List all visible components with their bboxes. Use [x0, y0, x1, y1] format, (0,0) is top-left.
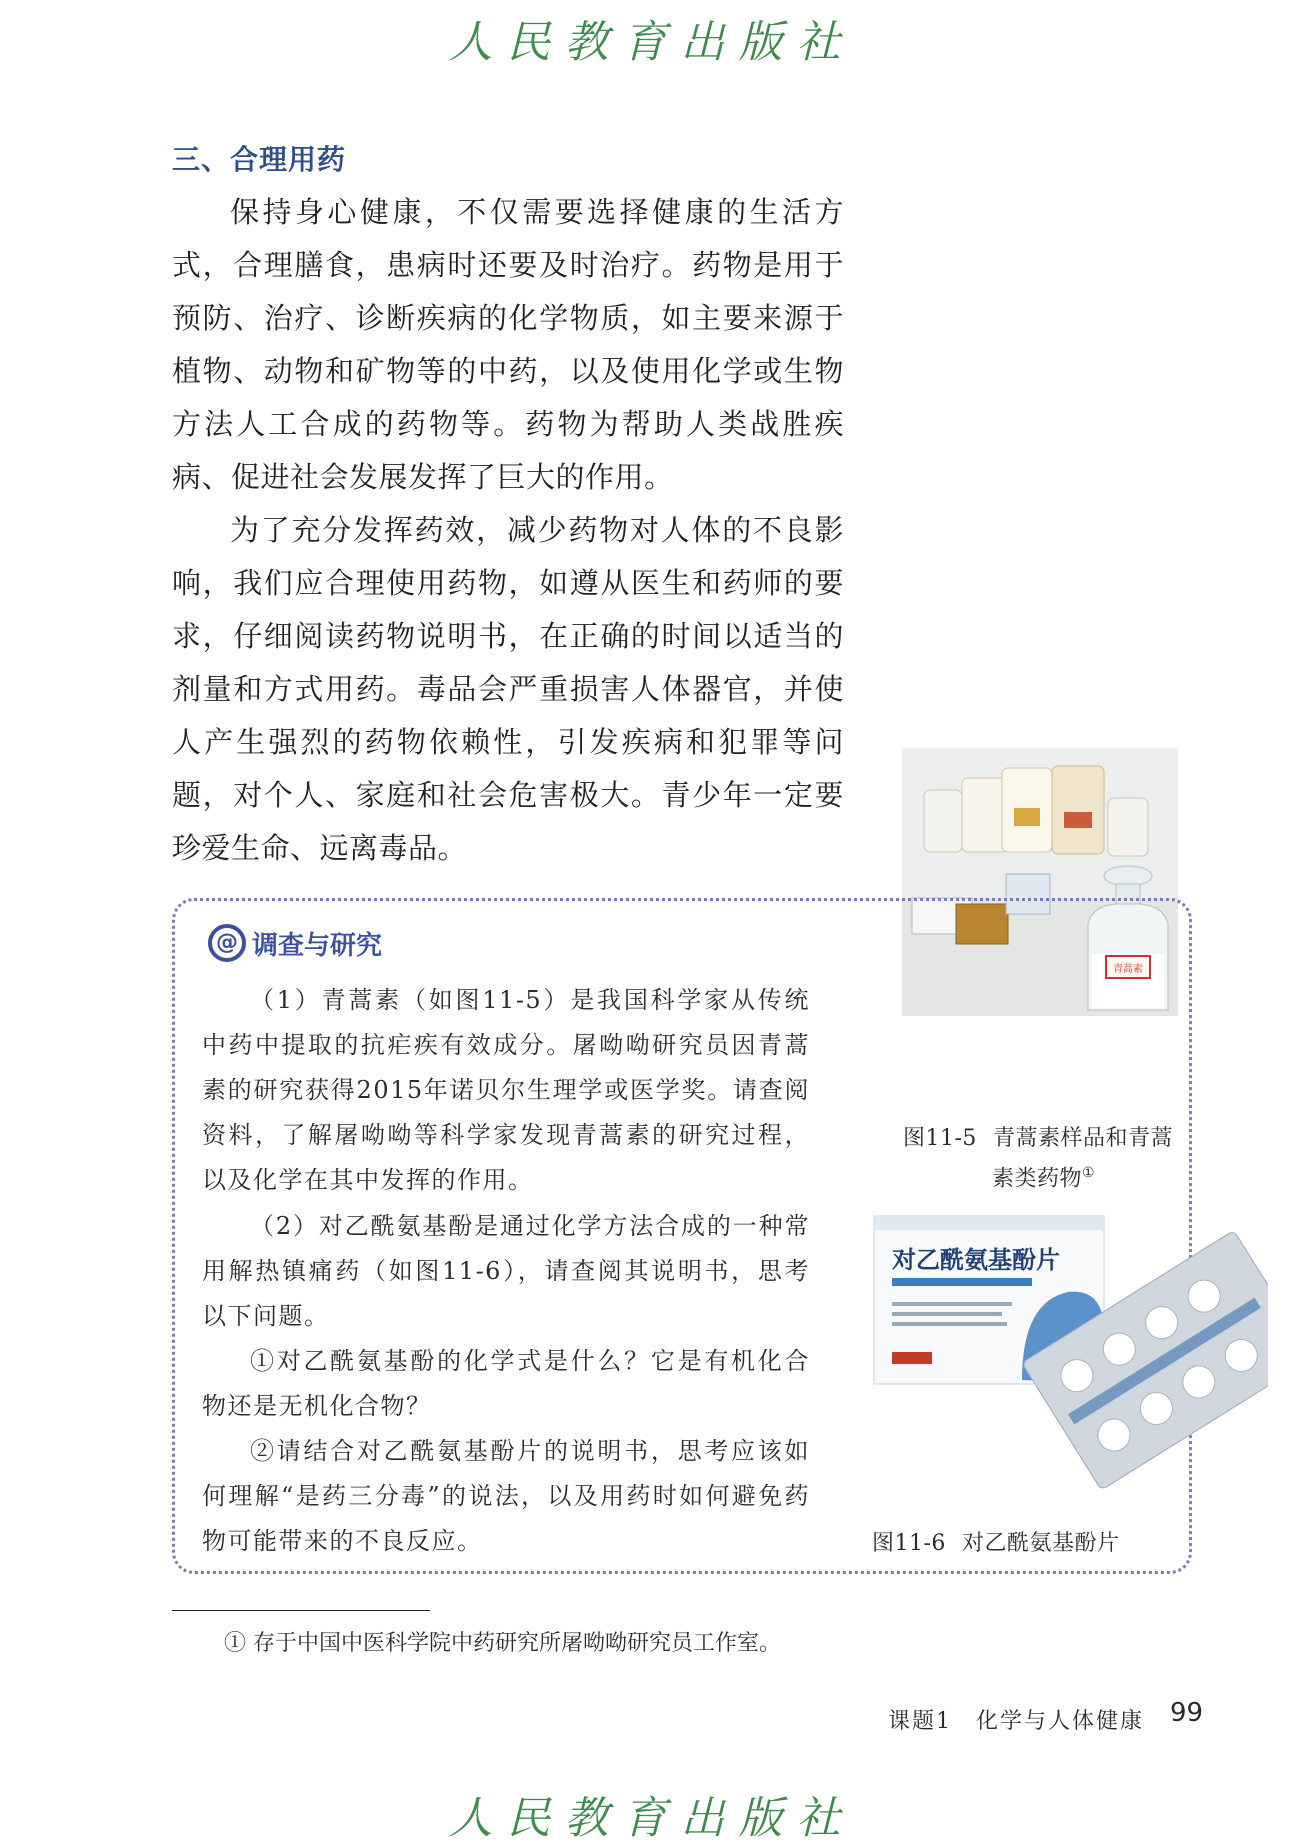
- figure-11-6-photo: [872, 1212, 1268, 1518]
- research-question-2a: ①对乙酰氨基酚的化学式是什么？它是有机化合物还是无机化合物？: [202, 1347, 810, 1420]
- box-label: 对乙酰氨基酚片: [892, 1246, 1060, 1274]
- footnote: ① 存于中国中医科学院中药研究所屠呦呦研究员工作室。: [224, 1631, 781, 1656]
- footnote-mark: ①: [1082, 1165, 1096, 1181]
- figure-11-5-caption-line1: 青蒿素样品和青蒿: [992, 1126, 1173, 1151]
- research-question-1: （1）青蒿素（如图11-5）是我国科学家从传统中药中提取的抗疟疾有效成分。屠呦呦研究员因青蒿素的研究获得2015年诺贝尔生理学或医学奖。请查阅资料，了解屠呦呦等科学家发现青蒿素的研究过程，以及化学在其中发挥的作用。: [202, 986, 810, 1194]
- jar-label: 青蒿素: [1113, 964, 1143, 975]
- page-number: 99: [1170, 1698, 1204, 1728]
- body-paragraph-1: 保持身心健康，不仅需要选择健康的生活方式，合理膳食，患病时还要及时治疗。药物是用于预防、治疗、诊断疾病的化学物质，如主要来源于植物、动物和矿物等的中药，以及使用化学或生物方法人工合成的药物等。药物为帮助人类战胜疾病、促进社会发展发挥了巨大的作用。: [172, 195, 844, 494]
- figure-11-6-number: 图11-6: [872, 1531, 946, 1556]
- body-paragraph-2: 为了充分发挥药效，减少药物对人体的不良影响，我们应合理使用药物，如遵从医生和药师的要求，仔细阅读药物说明书，在正确的时间以适当的剂量和方式用药。毒品会严重损害人体器官，并使人产生强烈的药物依赖性，引发疾病和犯罪等问题，对个人、家庭和社会危害极大。青少年一定要珍爱生命、远离毒品。: [172, 513, 844, 865]
- research-box-title: [208, 924, 382, 962]
- research-question-2b: ②请结合对乙酰氨基酚片的说明书，思考应该如何理解“是药三分毒”的说法，以及用药时如何避免药物可能带来的不良反应。: [202, 1437, 810, 1555]
- research-question-2: （2）对乙酰氨基酚是通过化学方法合成的一种常用解热镇痛药（如图11-6），请查阅其说明书，思考以下问题。: [202, 1212, 810, 1330]
- figure-11-5-caption-line2: 素类药物: [992, 1166, 1083, 1192]
- at-sign-icon: @: [208, 924, 246, 962]
- page-footer-chapter: 课题1 化学与人体健康: [888, 1709, 1144, 1734]
- figure-11-6-caption-text: 对乙酰氨基酚片: [961, 1531, 1120, 1556]
- figure-11-6-caption: [872, 1527, 1119, 1561]
- publisher-logo-bottom: 人民教育出版社: [448, 1793, 855, 1844]
- footnote-divider: [172, 1610, 430, 1611]
- section-heading: 三、合理用药: [172, 143, 347, 176]
- research-box-title-text: 调查与研究: [252, 930, 383, 961]
- figure-11-5-number: 图11-5: [903, 1126, 977, 1151]
- publisher-logo-top: 人民教育出版社: [448, 17, 855, 68]
